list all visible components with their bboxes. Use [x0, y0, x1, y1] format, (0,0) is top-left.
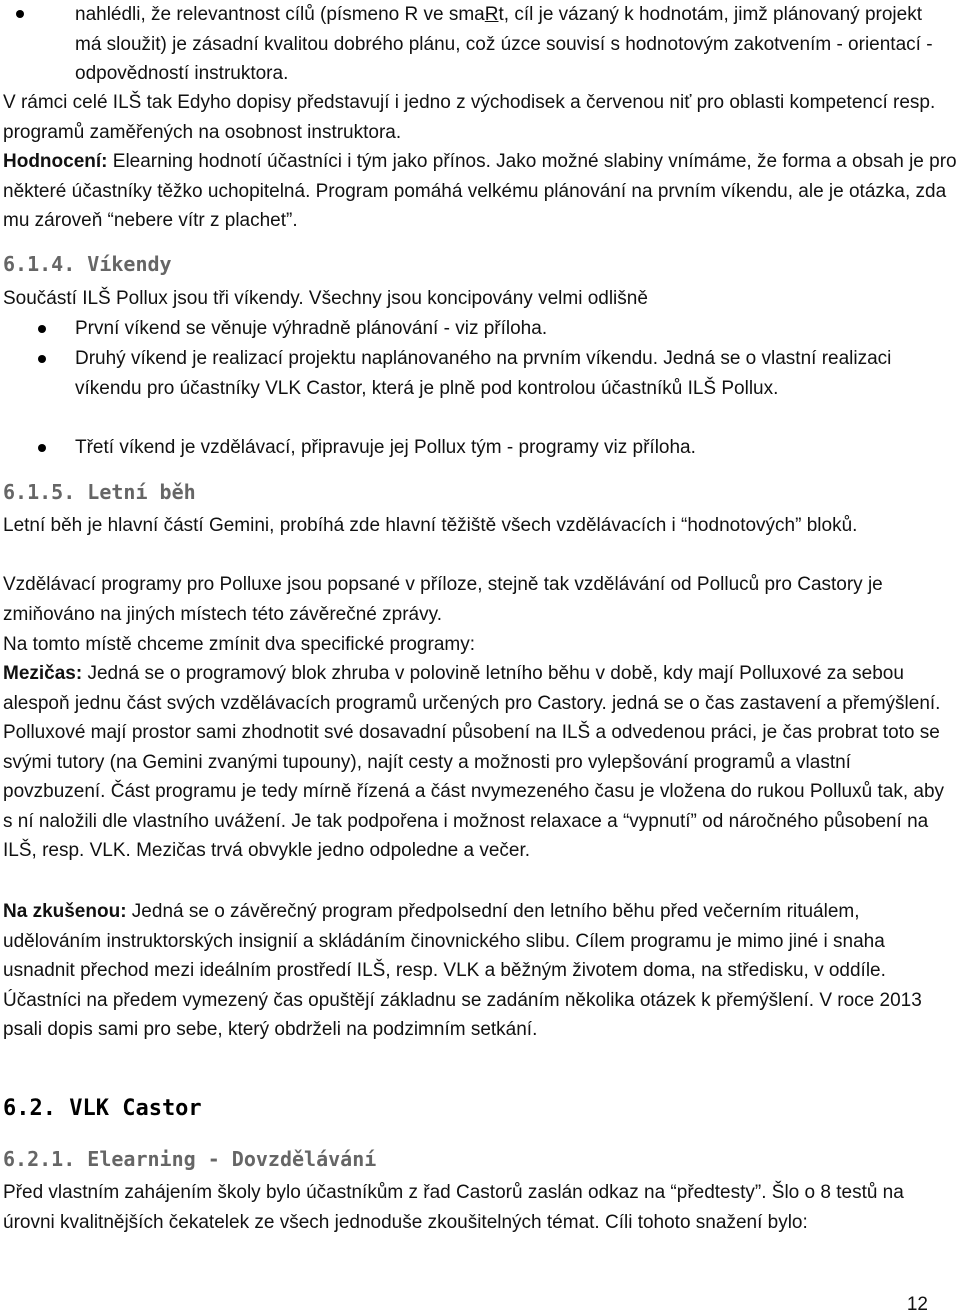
- text-span: Jedná se o programový blok zhruba v polovině letního běhu v době, kdy mají Polluxové za sebou alespoň jednu část svých vzdělávacích programů určených pro Castory. jedná se o čas zastavení a přemýšlení. Polluxové mají prostor sami zhodnotit své dosavadní působení na ILŠ a odvedenou práci, je čas probrat toto se svými tutory (na Gemini zvanými tupouny), najít cesty a možnosti pro vylepšování programů a vlastní povzbuzení. Část programu je tedy mírně řízená a část nvymezeného času je vložena do rukou Polluxů tak, aby s ní naložili dle vlastního uvážení. Je tak podpořena i možnost relaxace a “vypnutí” od náročného působení na ILŠ, resp. VLK. Mezičas trvá obvykle jedno odpoledne a večer.: [3, 663, 945, 861]
- heading-6-1-4: 6.1.4. Víkendy: [3, 252, 172, 276]
- paragraph-hodnoceni: [3, 147, 958, 236]
- text-span: Jako možné slabiny vnímáme, že forma a obsah je pro některé účastníky těžko uchopitelná.: [3, 151, 957, 202]
- zkusenou-label: Na zkušenou:: [3, 901, 127, 922]
- bullet-dot: [38, 444, 46, 452]
- zkusenou-paragraph: [3, 897, 958, 1045]
- text-span: t, cíl je vázaný k hodnotám, jimž plánovaný projekt má sloužit) je zásadní kvalitou dobrého plánu, což úzce souvisí s hodnotovým zakotvením - orientací - odpovědností instruktora.: [75, 4, 933, 84]
- bullet-dot: [16, 10, 24, 18]
- text-span: nahlédli, že relevantnost cílů (písmeno R ve sma: [75, 4, 485, 25]
- heading-6-2: 6.2. VLK Castor: [3, 1096, 202, 1121]
- vikend-bullet-3: Třetí víkend je vzdělávací, připravuje jej Pollux tým - programy viz příloha.: [75, 437, 696, 458]
- bullet-dot: [38, 355, 46, 363]
- underlined-letter: R: [484, 4, 499, 25]
- bullet-dot: [38, 325, 46, 333]
- mezicas-paragraph: [3, 659, 958, 866]
- mezicas-label: Mezičas:: [3, 663, 83, 684]
- text-span: Jedná se o závěrečný program předpolsední den letního běhu před večerním rituálem, udělováním instruktorských insignií a skládáním činovnického slibu. Cílem programu je mimo jiné i snaha usnadnit přechod mezi ideálním prostředí ILŠ, resp. VLK a běžným životem doma, na středisku, v oddíle. Účastníci na předem vymezený čas opuštějí základnu se zadáním několika otázek k přemýšlení. V roce 2013 psali dopis sami pro sebe, který obdrželi na podzimním setkání.: [3, 901, 922, 1040]
- top-bullet-text: [75, 0, 945, 89]
- page-number: 12: [906, 1294, 928, 1315]
- letni-beh-p1: Letní běh je hlavní částí Gemini, probíhá zde hlavní těžiště všech vzdělávacích i “hodnotových” bloků.: [3, 515, 858, 536]
- paragraph-ramci: V rámci celé ILŠ tak Edyho dopisy představují i jedno z východisek a červenou niť pro oblasti kompetencí resp. programů zaměřených na osobnost instruktora.: [3, 92, 936, 143]
- vikend-bullet-1: První víkend se věnuje výhradně plánování - viz příloha.: [75, 318, 548, 339]
- hodnoceni-label: Hodnocení:: [3, 151, 108, 172]
- heading-6-1-5: 6.1.5. Letní běh: [3, 480, 196, 504]
- text-span: Elearning hodnotí účastníci i tým jako přínos.: [107, 151, 491, 172]
- text-span: Program pomáhá velkému plánování na prvním víkendu, ale je otázka, zda mu zároveň “nebere vítr z plachet”.: [3, 180, 947, 231]
- letni-beh-p2: Vzdělávací programy pro Polluxe jsou popsané v příloze, stejně tak vzdělávání od Polluců pro Castory je zmiňováno na jiných místech této závěrečné zprávy.: [3, 574, 883, 625]
- elearning-paragraph: Před vlastním zahájením školy bylo účastníkům z řad Castorů zaslán odkaz na “předtesty”. Šlo o 8 testů na úrovni kvalitnějších čekatelek ze všech jednoduše zkoušitelných témat. Cíli tohoto snažení bylo:: [3, 1182, 904, 1233]
- heading-6-2-1: 6.2.1. Elearning - Dovzdělávání: [3, 1147, 377, 1171]
- vikend-bullet-2: Druhý víkend je realizací projektu naplánovaného na prvním víkendu. Jedná se o vlastní realizaci víkendu pro účastníky VLK Castor, která je plně pod kontrolou účastníků ILŠ Pollux.: [75, 348, 892, 399]
- letni-beh-p3: Na tomto místě chceme zmínit dva specifické programy:: [3, 634, 475, 655]
- vikendy-intro: Součástí ILŠ Pollux jsou tři víkendy. Všechny jsou koncipovány velmi odlišně: [3, 288, 648, 309]
